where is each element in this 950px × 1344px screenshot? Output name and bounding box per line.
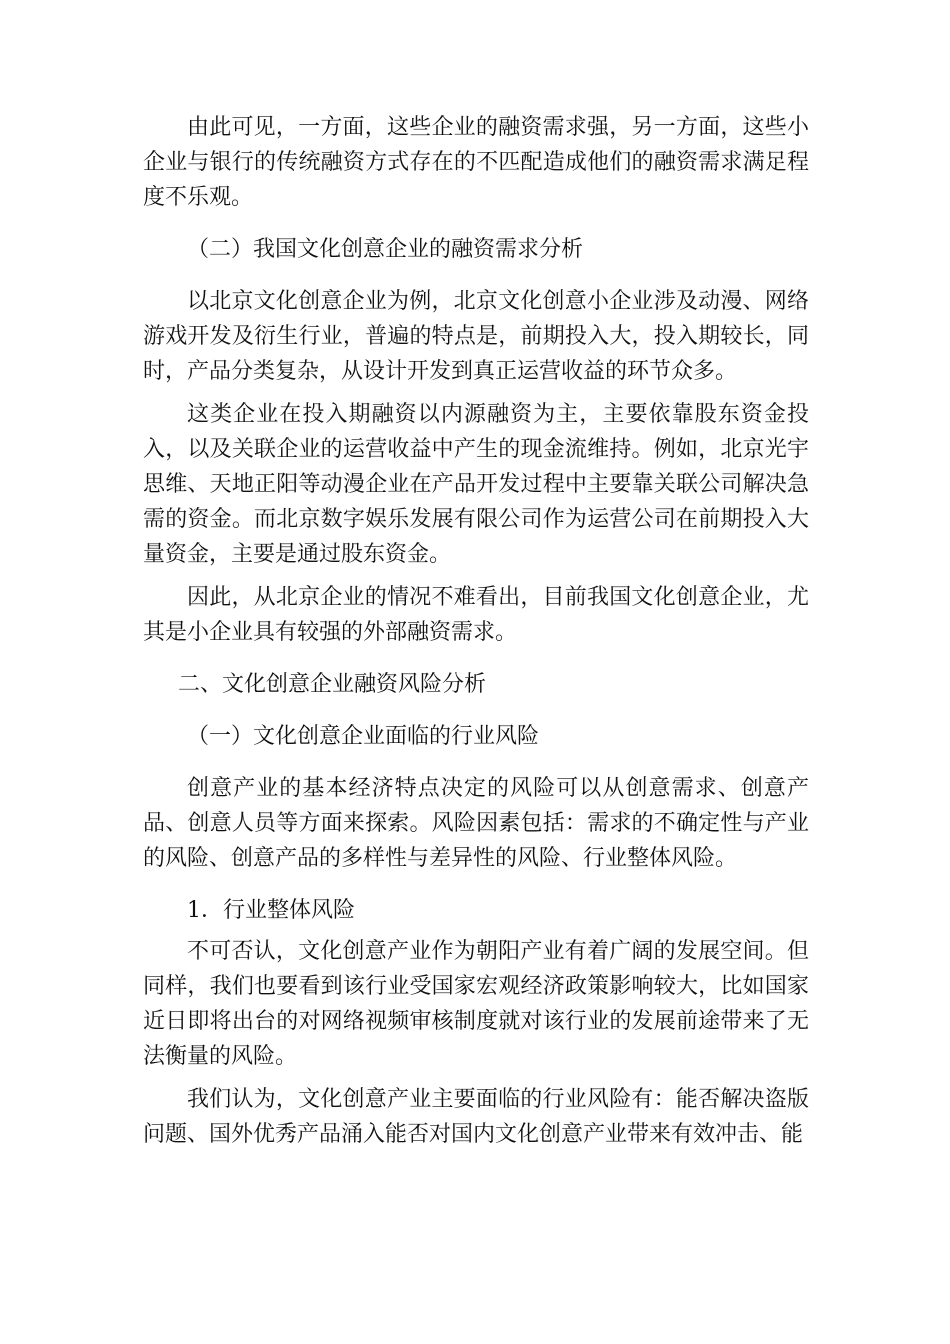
paragraph-policy-impact: 不可否认，文化创意产业作为朝阳产业有着广阔的发展空间。但同样，我们也要看到该行业受国家宏观经济政策影响较大，比如国家近日即将出台的对网络视频审核制度就对该行业的发展前途带来了无法衡量的风险。	[143, 939, 809, 1069]
subsection-heading-overall-risk: 1．行业整体风险	[187, 898, 355, 923]
paragraph-risk-factors: 创意产业的基本经济特点决定的风险可以从创意需求、创意产品、创意人员等方面来探索。风险因素包括：需求的不确定性与产业的风险、创意产品的多样性与差异性的风险、行业整体风险。	[143, 776, 809, 871]
paragraph-external-demand: 因此，从北京企业的情况不难看出，目前我国文化创意企业，尤其是小企业具有较强的外部融资需求。	[143, 585, 809, 645]
section-heading-financing-demand: （二）我国文化创意企业的融资需求分析	[187, 237, 584, 262]
section-heading-industry-risk: （一）文化创意企业面临的行业风险	[187, 724, 540, 749]
paragraph-main-industry-risks: 我们认为，文化创意产业主要面临的行业风险有：能否解决盗版问题、国外优秀产品涌入能否对国内文化创意产业带来有效冲击、能	[143, 1087, 809, 1147]
paragraph-beijing-example: 以北京文化创意企业为例，北京文化创意小企业涉及动漫、网络游戏开发及衍生行业，普遍的特点是，前期投入大，投入期较长，同时，产品分类复杂，从设计开发到真正运营收益的环节众多。	[143, 289, 809, 384]
paragraph-internal-financing: 这类企业在投入期融资以内源融资为主，主要依靠股东资金投入，以及关联企业的运营收益中产生的现金流维持。例如，北京光宇思维、天地正阳等动漫企业在产品开发过程中主要靠关联公司解决急需的资金。而北京数字娱乐发展有限公司作为运营公司在前期投入大量资金，主要是通过股东资金。	[143, 402, 809, 567]
document-body	[143, 110, 809, 1152]
paragraph-financing-mismatch: 由此可见，一方面，这些企业的融资需求强，另一方面，这些小企业与银行的传统融资方式存在的不匹配造成他们的融资需求满足程度不乐观。	[143, 115, 809, 210]
chapter-heading-risk-analysis: 二、文化创意企业融资风险分析	[178, 672, 487, 697]
